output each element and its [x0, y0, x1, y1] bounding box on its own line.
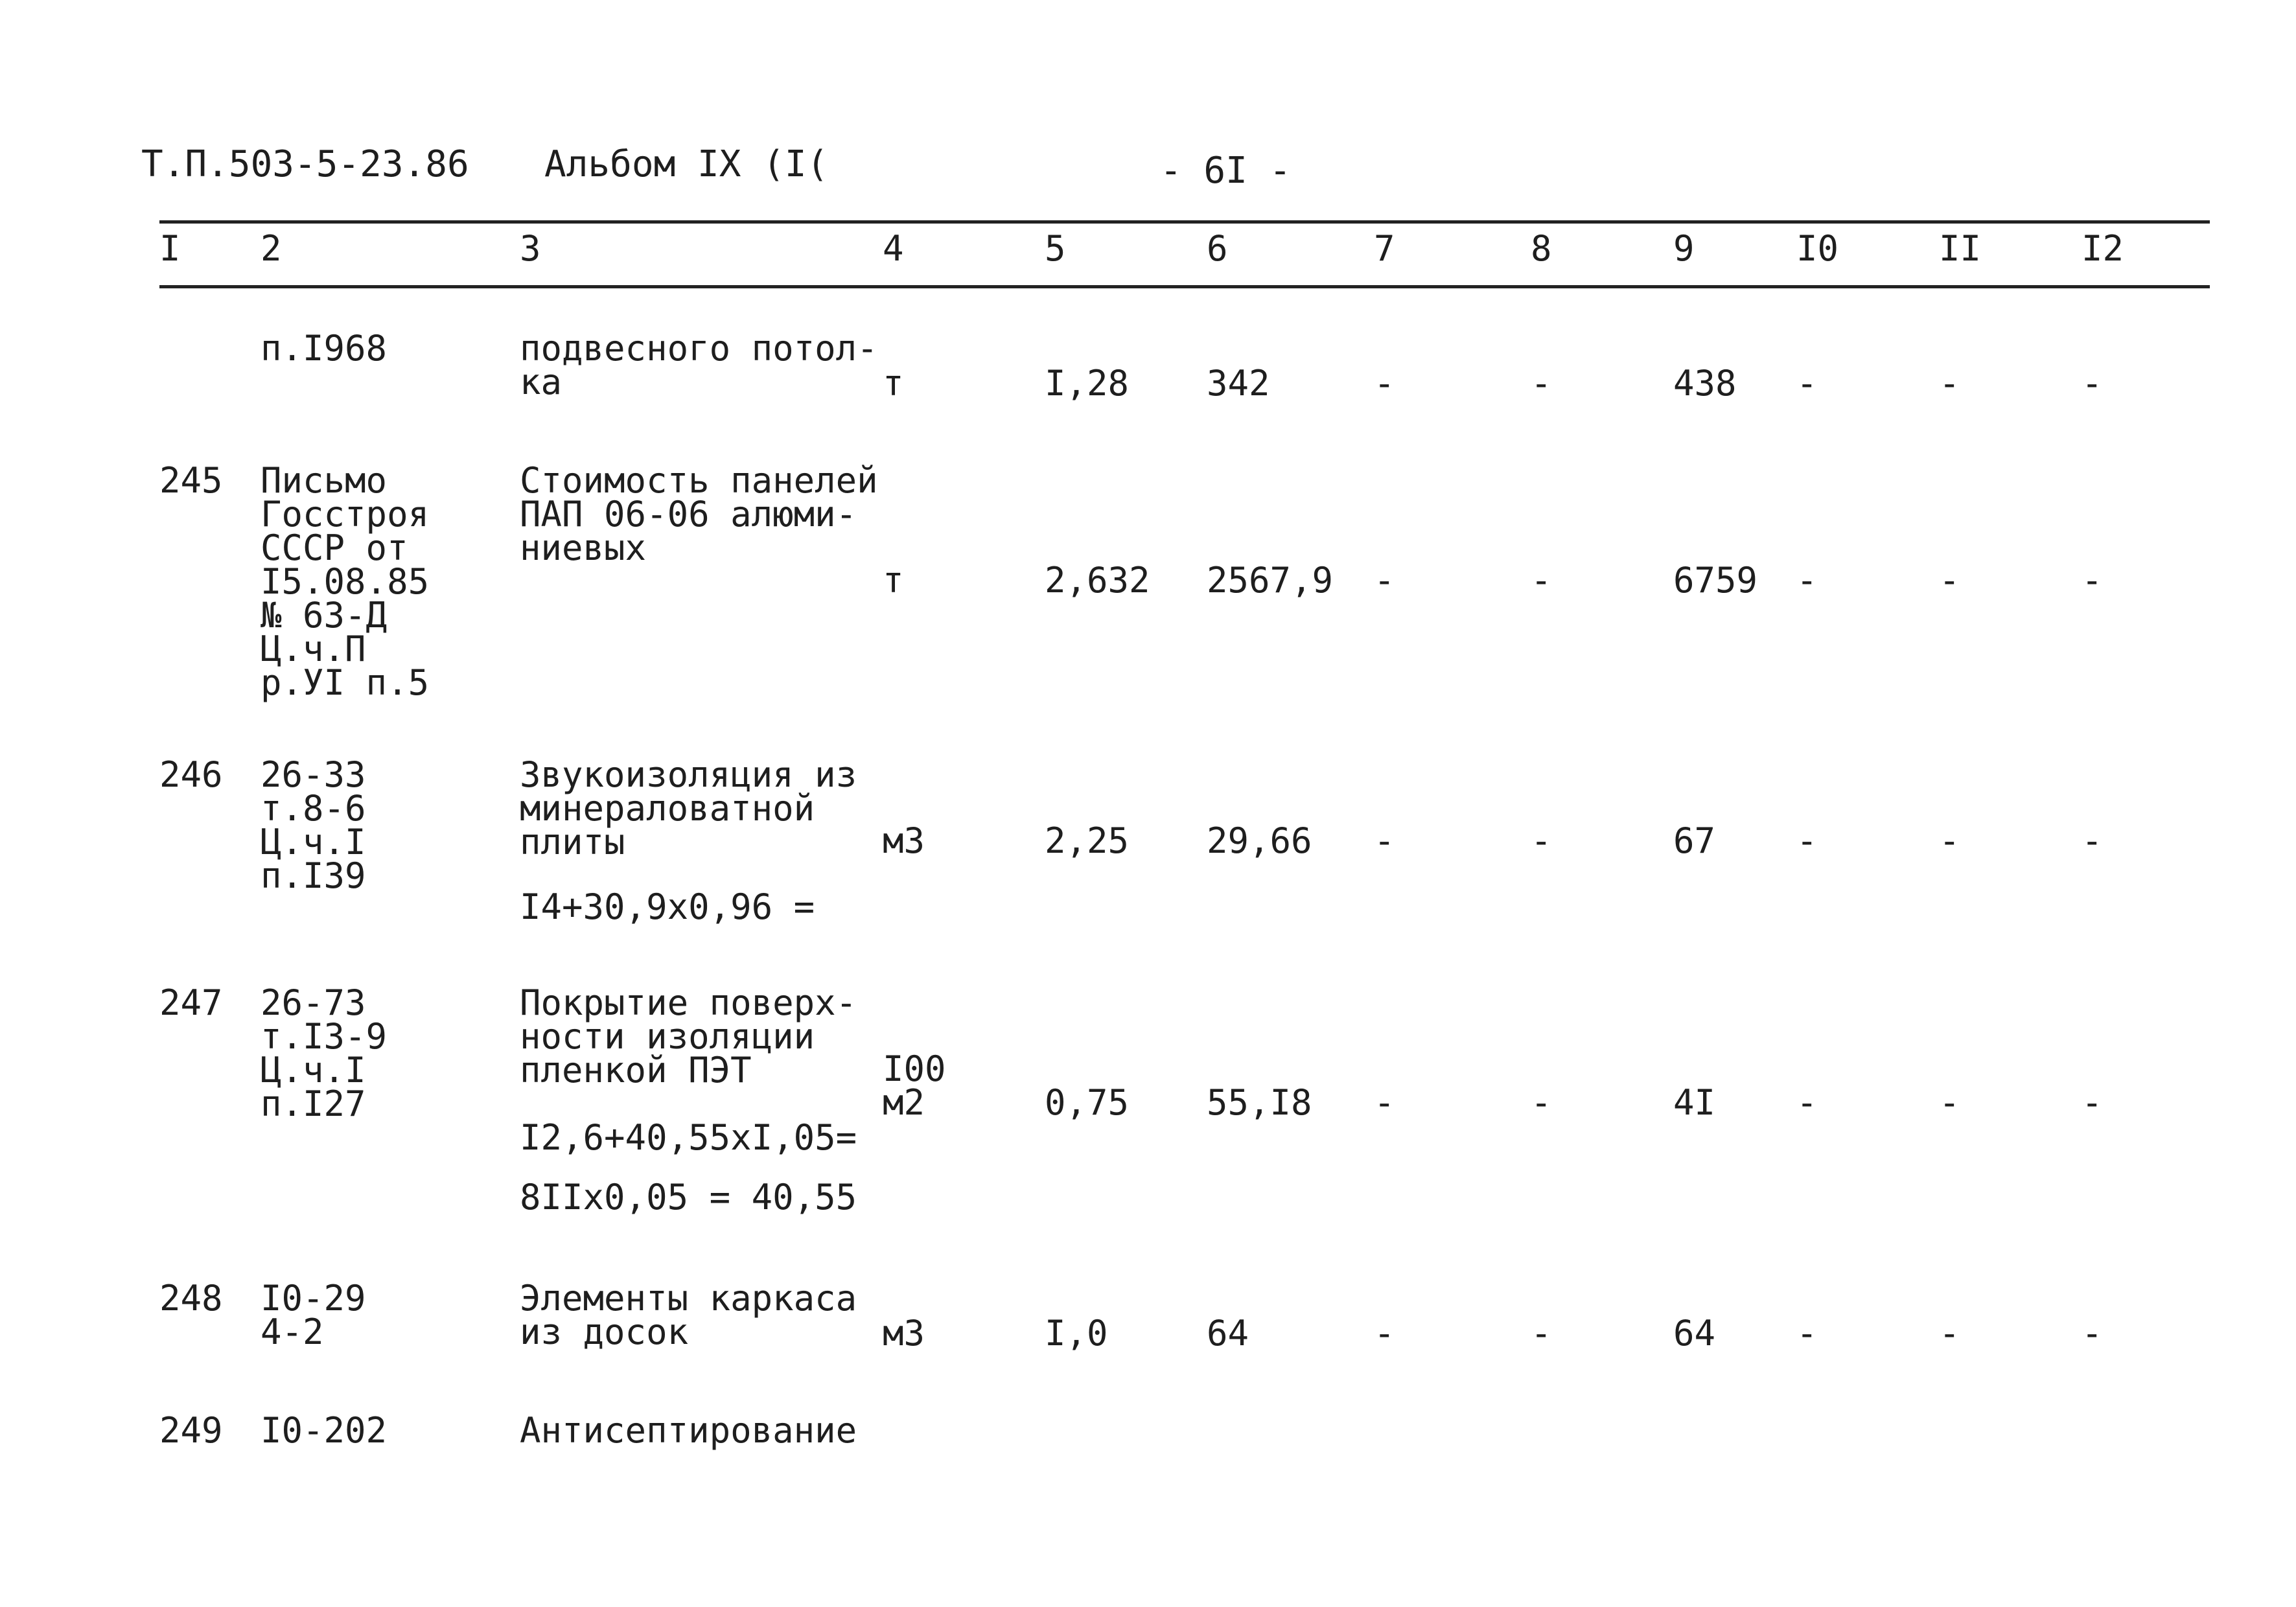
- norm-reference: I5.08.85: [261, 561, 430, 602]
- row-number: 245: [159, 460, 223, 501]
- column-10-value: -: [1796, 820, 1818, 861]
- column-11-value: -: [1939, 1082, 1960, 1123]
- unit-of-measure: м3: [883, 1313, 925, 1354]
- unit-of-measure: м3: [883, 820, 925, 861]
- column-10-value: -: [1796, 560, 1818, 601]
- norm-reference: Ц.ч.П: [261, 629, 366, 669]
- column-12-value: -: [2081, 1082, 2103, 1123]
- document-code: Т.П.503-5-23.86: [141, 143, 469, 185]
- column-number-1: I: [159, 228, 181, 269]
- unit-of-measure: м2: [883, 1082, 925, 1123]
- norm-reference: п.I39: [261, 855, 366, 896]
- unit-of-measure: т: [883, 363, 904, 404]
- column-8-value: -: [1531, 820, 1552, 861]
- column-number-2: 2: [261, 228, 282, 269]
- column-11-value: -: [1939, 560, 1960, 601]
- unit-price: 29,66: [1207, 820, 1312, 861]
- column-number-7: 7: [1374, 228, 1395, 269]
- unit-price: 55,I8: [1207, 1082, 1312, 1123]
- row-number: 249: [159, 1410, 223, 1451]
- column-12-value: -: [2081, 1313, 2103, 1354]
- column-number-4: 4: [883, 228, 904, 269]
- total-cost: 67: [1673, 820, 1716, 861]
- norm-reference: I0-202: [261, 1410, 388, 1451]
- work-description: из досок: [520, 1312, 689, 1352]
- header-top-rule: [159, 220, 2210, 224]
- quantity-calculation: I2,6+40,55xI,05=: [520, 1117, 857, 1158]
- norm-reference: Ц.ч.I: [261, 1050, 366, 1091]
- column-11-value: -: [1939, 1313, 1960, 1354]
- norm-reference: р.УI п.5: [261, 662, 430, 703]
- norm-reference: № 63-Д: [261, 595, 388, 636]
- column-7-value: -: [1374, 560, 1395, 601]
- norm-reference: Ц.ч.I: [261, 822, 366, 862]
- column-8-value: -: [1531, 560, 1552, 601]
- column-number-5: 5: [1045, 228, 1066, 269]
- column-7-value: -: [1374, 363, 1395, 404]
- header-bottom-rule: [159, 285, 2210, 288]
- row-number: 247: [159, 982, 223, 1023]
- column-number-9: 9: [1673, 228, 1695, 269]
- column-10-value: -: [1796, 1082, 1818, 1123]
- unit-price: 2567,9: [1207, 560, 1334, 601]
- norm-reference: 26-73: [261, 982, 366, 1023]
- quantity-calculation: 8IIx0,05 = 40,55: [520, 1177, 857, 1218]
- norm-reference: т.I3-9: [261, 1016, 388, 1057]
- column-7-value: -: [1374, 1313, 1395, 1354]
- column-11-value: -: [1939, 820, 1960, 861]
- column-7-value: -: [1374, 820, 1395, 861]
- norm-reference: п.I27: [261, 1083, 366, 1124]
- column-10-value: -: [1796, 363, 1818, 404]
- unit-of-measure: I00: [883, 1048, 946, 1089]
- work-description: ПАП 06-06 алюми-: [520, 494, 857, 535]
- total-cost: 438: [1673, 363, 1737, 404]
- work-description: плиты: [520, 822, 625, 862]
- work-description: ка: [520, 362, 562, 402]
- column-11-value: -: [1939, 363, 1960, 404]
- column-7-value: -: [1374, 1082, 1395, 1123]
- column-number-8: 8: [1531, 228, 1552, 269]
- column-10-value: -: [1796, 1313, 1818, 1354]
- total-cost: 6759: [1673, 560, 1758, 601]
- quantity: 0,75: [1045, 1082, 1130, 1123]
- quantity-calculation: I4+30,9x0,96 =: [520, 886, 815, 927]
- work-description: минераловатной: [520, 788, 815, 829]
- norm-reference: Письмо: [261, 460, 388, 501]
- column-number-10: I0: [1796, 228, 1839, 269]
- unit-of-measure: т: [883, 560, 904, 601]
- row-number: 248: [159, 1278, 223, 1319]
- total-cost: 64: [1673, 1313, 1716, 1354]
- quantity: 2,632: [1045, 560, 1150, 601]
- row-number: 246: [159, 754, 223, 795]
- column-12-value: -: [2081, 820, 2103, 861]
- column-number-12: I2: [2081, 228, 2124, 269]
- column-number-11: II: [1939, 228, 1982, 269]
- work-description: Элементы каркаса: [520, 1278, 857, 1319]
- norm-reference: 4-2: [261, 1312, 324, 1352]
- column-number-3: 3: [520, 228, 541, 269]
- column-12-value: -: [2081, 363, 2103, 404]
- column-number-6: 6: [1207, 228, 1228, 269]
- work-description: пленкой ПЭТ: [520, 1050, 752, 1091]
- album-label: Альбом IX (I(: [544, 143, 829, 185]
- column-12-value: -: [2081, 560, 2103, 601]
- work-description: Стоимость панелей: [520, 460, 878, 501]
- quantity: I,28: [1045, 363, 1130, 404]
- norm-reference: СССР от: [261, 527, 408, 568]
- norm-reference: т.8-6: [261, 788, 366, 829]
- work-description: Антисептирование: [520, 1410, 857, 1451]
- quantity: I,0: [1045, 1313, 1108, 1354]
- norm-reference: 26-33: [261, 754, 366, 795]
- work-description: ности изоляции: [520, 1016, 815, 1057]
- norm-reference: Госстроя: [261, 494, 430, 535]
- unit-price: 342: [1207, 363, 1270, 404]
- column-8-value: -: [1531, 363, 1552, 404]
- column-8-value: -: [1531, 1313, 1552, 1354]
- work-description: подвесного потол-: [520, 328, 878, 369]
- norm-reference: п.I968: [261, 328, 388, 369]
- quantity: 2,25: [1045, 820, 1130, 861]
- column-8-value: -: [1531, 1082, 1552, 1123]
- work-description: ниевых: [520, 527, 647, 568]
- unit-price: 64: [1207, 1313, 1249, 1354]
- page-number: - 6I -: [1160, 150, 1292, 192]
- norm-reference: I0-29: [261, 1278, 366, 1319]
- work-description: Звукоизоляция из: [520, 754, 857, 795]
- total-cost: 4I: [1673, 1082, 1716, 1123]
- work-description: Покрытие поверх-: [520, 982, 857, 1023]
